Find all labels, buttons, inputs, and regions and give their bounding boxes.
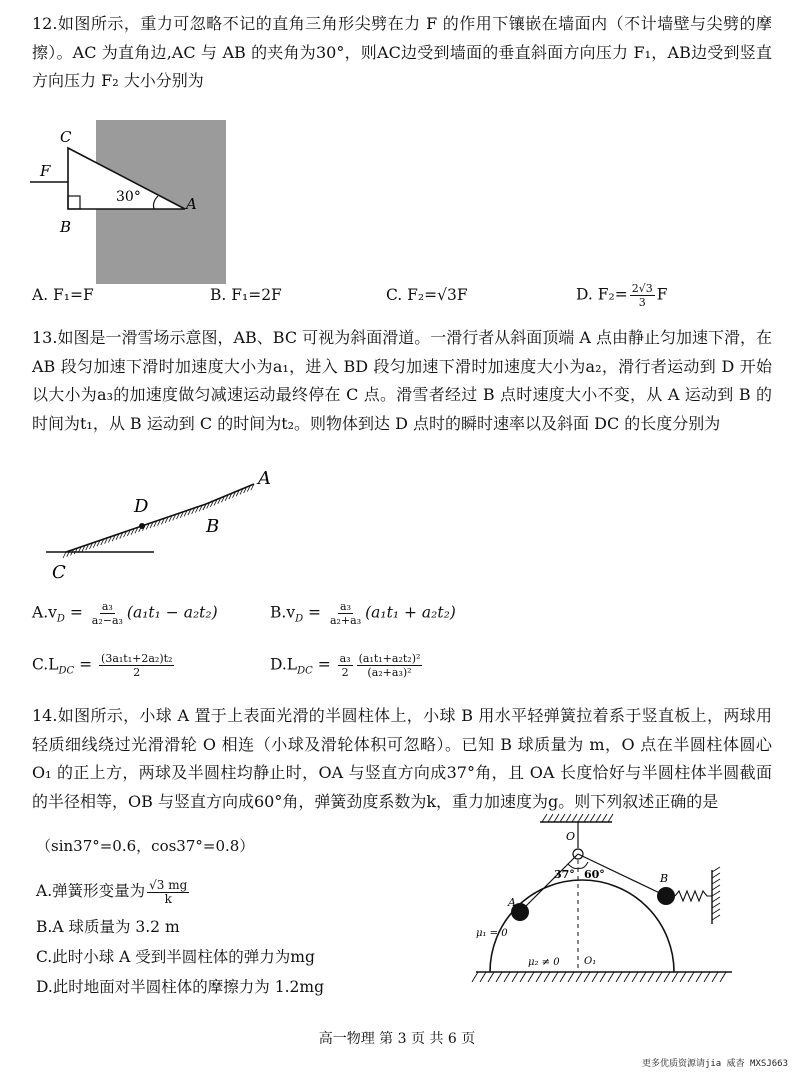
hatch-stroke: [720, 972, 726, 982]
label-B13: B: [206, 516, 220, 537]
hatch-stroke: [712, 903, 720, 908]
label-C13: C: [52, 562, 66, 583]
hatch-stroke: [560, 972, 566, 982]
label-30: 30°: [116, 189, 141, 205]
watermark-text: 更多优质资源请jia 威杳 MXSJ663: [641, 1059, 788, 1069]
hatch-stroke: [624, 972, 630, 982]
q14-trig: （sin37°=0.6，cos37°=0.8）: [36, 837, 255, 855]
q14-option-b: B.A 球质量为 3.2 m: [36, 918, 180, 936]
hatch-stroke: [566, 814, 571, 822]
q12-option-a: A. F₁=F: [32, 286, 94, 304]
hatch-stroke: [712, 915, 720, 920]
slope-line: [66, 484, 254, 552]
q14-option-a: A.弹簧形变量为 $\frac{√3 mg}{k}$: [36, 877, 188, 906]
ceiling-hatching: [542, 814, 613, 822]
hatch-stroke: [480, 972, 486, 982]
ground-hatching: [472, 972, 726, 982]
hatch-stroke: [520, 972, 526, 982]
hatch-stroke: [554, 814, 559, 822]
hatch-stroke: [680, 972, 686, 982]
q14-figure: [470, 812, 744, 994]
ball-B: [657, 887, 675, 905]
q12-option-c: C. F₂=√3F: [386, 286, 468, 304]
label-mu2: μ₂ ≠ 0: [528, 957, 560, 968]
hatch-stroke: [664, 972, 670, 982]
label-A14: A: [508, 896, 516, 909]
wall-hatching: [712, 867, 720, 920]
q13-figure: [36, 464, 296, 586]
hatch-stroke: [616, 972, 622, 982]
q14-option-d: D.此时地面对半圆柱体的摩擦力为 1.2mg: [36, 978, 324, 996]
hatch-stroke: [472, 972, 478, 982]
hatch-stroke: [488, 972, 494, 982]
hatch-stroke: [602, 814, 607, 822]
page-footer: 高一物理 第 3 页 共 6 页: [318, 1031, 476, 1047]
hatch-stroke: [656, 972, 662, 982]
q12-text: 12.如图所示，重力可忽略不记的直角三角形尖劈在力 F 的作用下镶嵌在墙面内（不计墙壁与尖劈的摩擦）。AC 为直角边,AC 与 AB 的夹角为30°，则AC边受到墙面的垂直斜面方向压力 F₁，AB边受到竖直方向压力 F₂ 大小分别为: [32, 14, 772, 90]
label-O1: O₁: [584, 956, 597, 967]
label-C: C: [60, 128, 72, 146]
half-cylinder: [490, 880, 674, 972]
label-F: F: [40, 162, 51, 180]
label-B14: B: [660, 872, 669, 885]
label-D13: D: [134, 496, 149, 517]
hatch-stroke: [496, 972, 502, 982]
q13-option-a: $A.v_D$ = $\frac{\text{a₃}}{\text{a₂−a₃}}$ (a₁t₁ − a₂t₂): [32, 600, 218, 627]
hatch-stroke: [536, 972, 542, 982]
hatch-stroke: [712, 873, 720, 878]
label-B: B: [60, 218, 72, 236]
hatch-stroke: [696, 972, 702, 982]
hatch-stroke: [578, 814, 583, 822]
q13-text: 13.如图是一滑雪场示意图，AB、BC 可视为斜面滑道。一滑行者从斜面顶端 A 点由静止匀加速下滑，在 AB 段匀加速下滑时加速度大小为a₁，进入 BD 段匀加速下滑时加速度大小为a₂，滑行者运动到 D 开始以大小为a₃的加速度做匀减速运动最终停在 C 点。滑雪者经过 B 点时速度大小不变，从 A 运动到 B 的时间为t₁，从 B 运动到 C 的时间为t₂。则物体到达 D 点时的瞬时速率以及斜面 DC 的长度分别为: [32, 328, 772, 433]
q14-options: [36, 876, 324, 1002]
hatch-stroke: [590, 814, 595, 822]
hatch-stroke: [608, 814, 613, 822]
q14-text-wrap: [32, 702, 772, 816]
label-A13: A: [258, 468, 271, 489]
hatch-stroke: [672, 972, 678, 982]
label-60: 60°: [584, 868, 605, 881]
hatch-stroke: [712, 909, 720, 914]
hatch-stroke: [528, 972, 534, 982]
q13-option-b: $B.v_D$ = $\frac{\text{a₃}}{\text{a₂+a₃}}$ (a₁t₁ + a₂t₂): [270, 600, 456, 627]
q12-option-b: B. F₁=2F: [210, 286, 282, 304]
string-OA: [520, 854, 578, 912]
label-O: O: [566, 830, 576, 843]
hatch-stroke: [504, 972, 510, 982]
hatch-stroke: [512, 972, 518, 982]
hatch-stroke: [576, 972, 582, 982]
hatch-stroke: [592, 972, 598, 982]
label-37: 37°: [554, 868, 575, 881]
hatch-stroke: [608, 972, 614, 982]
hatch-stroke: [548, 814, 553, 822]
q12-figure: [28, 116, 228, 286]
hatch-stroke: [712, 867, 720, 872]
hatch-stroke: [712, 891, 720, 896]
hatch-stroke: [704, 972, 710, 982]
hatch-stroke: [568, 972, 574, 982]
label-mu1: μ₁ = 0: [476, 928, 508, 939]
hatch-stroke: [712, 897, 720, 902]
hatch-stroke: [560, 814, 565, 822]
q13-option-c: $C.L_{DC}$ = $\frac{\text{(3a₁t₁+2a₂)t₂}}{2}$: [32, 652, 173, 679]
hatch-stroke: [584, 972, 590, 982]
hatch-stroke: [632, 972, 638, 982]
hatch-stroke: [584, 814, 589, 822]
q13-option-d: $D.L_{DC}$ = $\frac{\text{a₃}}{2}$ $\frac{\text{(a₁t₁+a₂t₂)²}}{\text{(a₂+a₃)²}}$: [270, 652, 421, 679]
q14-option-c: C.此时小球 A 受到半圆柱体的弹力为mg: [36, 948, 315, 966]
spring: [675, 891, 712, 901]
hatch-stroke: [542, 814, 547, 822]
hatch-stroke: [596, 814, 601, 822]
hatch-stroke: [688, 972, 694, 982]
hatch-stroke: [600, 972, 606, 982]
hatch-stroke: [648, 972, 654, 982]
hatch-stroke: [712, 885, 720, 890]
hatch-stroke: [640, 972, 646, 982]
q14-text: 14.如图所示，小球 A 置于上表面光滑的半圆柱体上，小球 B 用水平轻弹簧拉着系于竖直板上，两球用轻质细线绕过光滑滑轮 O 相连（小球及滑轮体积可忽略）。已知 B 球质量为 m，O 点在半圆柱体圆心 O₁ 的正上方，两球及半圆柱均静止时，OA 与竖直方向成37°角，且 OA 长度恰好与半圆柱体半圆截面的半径相等，OB 与竖直方向成60°角，弹簧劲度系数为k，重力加速度为g。则下列叙述正确的是: [32, 706, 772, 811]
hatch-stroke: [712, 972, 718, 982]
hatch-stroke: [63, 552, 66, 558]
hatch-stroke: [712, 879, 720, 884]
hatch-stroke: [552, 972, 558, 982]
point-D: [139, 523, 145, 529]
hatch-stroke: [572, 814, 577, 822]
label-A: A: [186, 195, 197, 213]
hatch-stroke: [544, 972, 550, 982]
q12-option-d: D. F₂= $\frac{2√3}{3}$ F: [576, 282, 668, 309]
